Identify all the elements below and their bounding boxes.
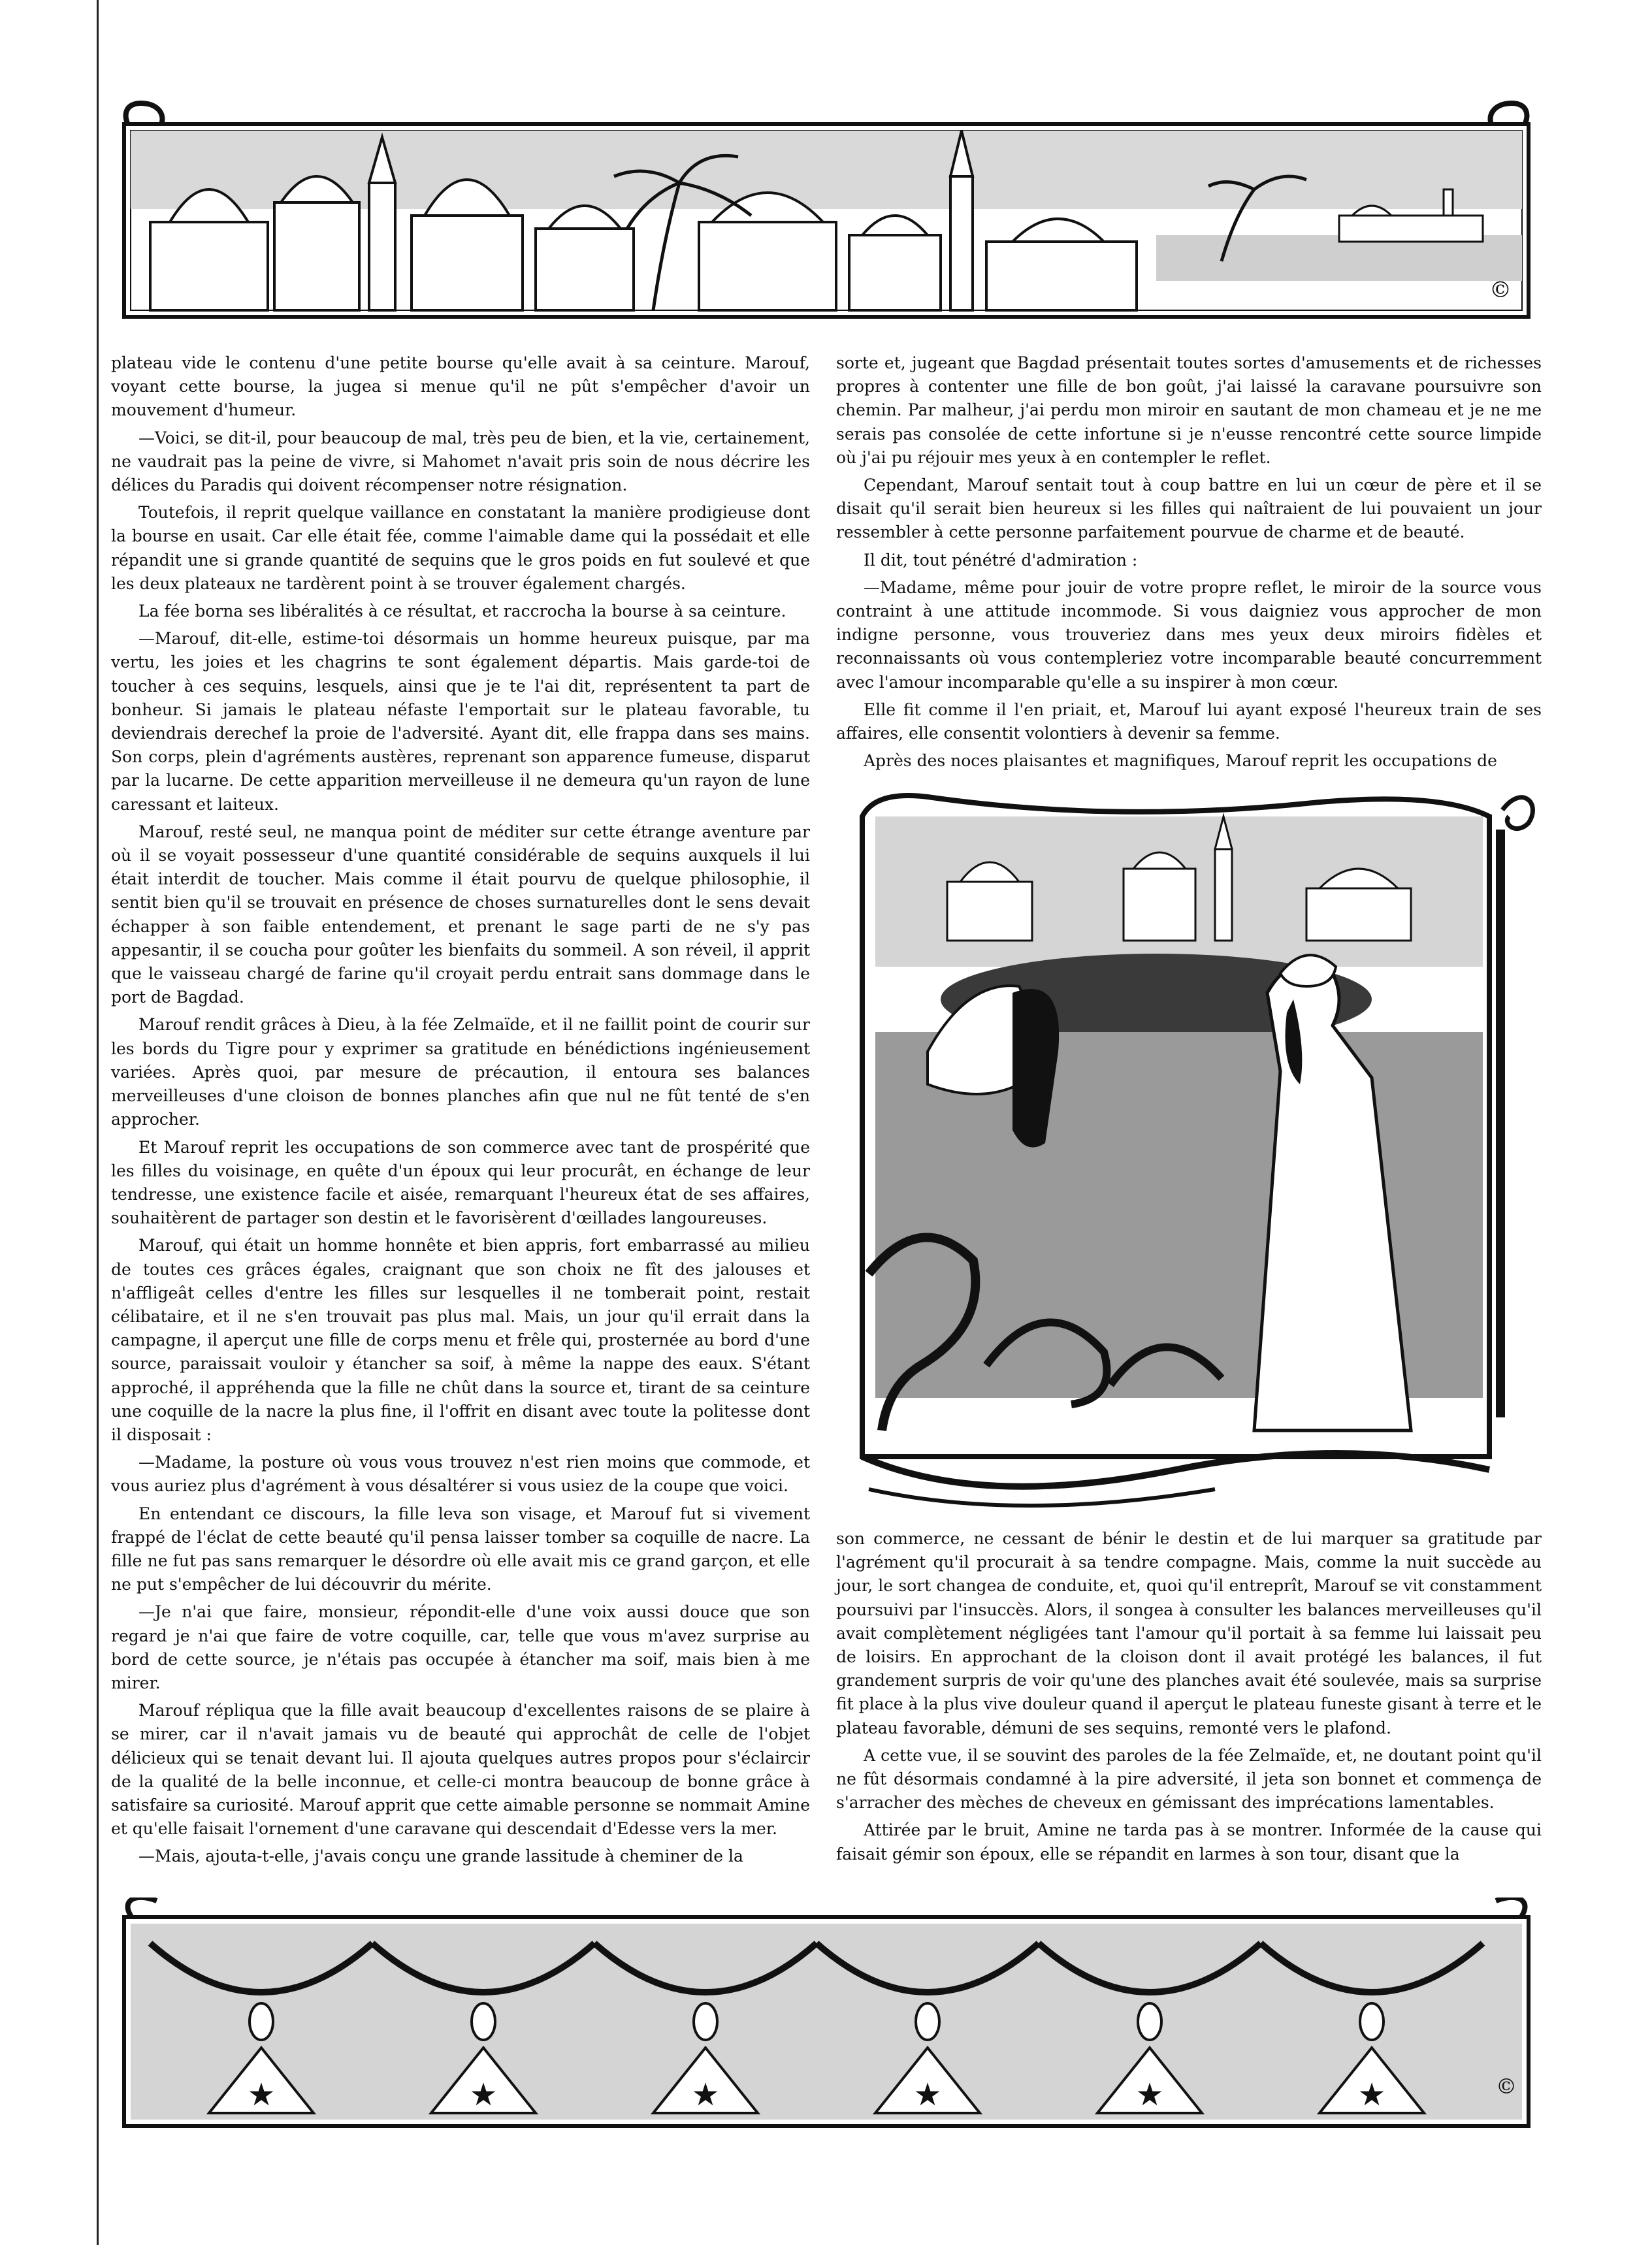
svg-text:★: ★ <box>247 2076 276 2113</box>
top-banner-illustration <box>111 98 1542 327</box>
paragraph: plateau vide le contenu d'une petite bourse qu'elle avait à sa ceinture. Marouf, voyant cette bourse, la jugea si menue qu'il ne pût s'empêcher d'avoir un mouvement d'humeur. <box>111 353 810 420</box>
paragraph: Toutefois, il reprit quelque vaillance en constatant la manière prodigieuse dont la bourse en usait. Car elle était fée, comme l'aimable dame qui la possédait et elle répandit une si grande quantité de sequins que le gros poids en fut soulevé et que les deux plateaux ne tardèrent point à se trouver également chargés. <box>111 503 810 593</box>
paragraph: Il dit, tout pénétré d'admiration : <box>864 550 1138 570</box>
paragraph: —Marouf, dit-elle, estime-toi désormais un homme heureux puisque, par ma vertu, les joies et les chagrins te sont également départis. Mais garde-toi de toucher à ces sequins, lesquels, ainsi que je te l'ai dit, représentent ta part de bonheur. Si jamais le plateau néfaste l'emportait sur le plateau favorable, tu deviendrais derechef la proie de l'adversité. Ayant dit, elle frappa dans ses mains. Son corps, plein d'agréments austères, reprenant son apparence fumeuse, disparut par la lucarne. De cette apparition merveilleuse il ne demeura qu'un rayon de lune caressant et laiteux. <box>111 629 810 814</box>
svg-text:★: ★ <box>1135 2076 1164 2113</box>
paragraph: La fée borna ses libéralités à ce résultat, et raccrocha la bourse à sa ceinture. <box>138 602 786 621</box>
paragraph: A cette vue, il se souvint des paroles de la fée Zelmaïde, et, ne doutant point qu'il ne fût désormais condamné à la pire adversité, il jeta son bonnet et commença de s'arracher des mèches de cheveux en gémissant des imprécations lamentables. <box>836 1745 1542 1813</box>
paragraph: sorte et, jugeant que Bagdad présentait toutes sortes d'amusements et de richesses propres à contenter une fille de bon goût, j'ai laissé la caravane poursuivre son chemin. Par malheur, j'ai perdu mon miroir en sautant de mon chameau et je ne me serais pas consolée de cette infortune si je n'eusse rencontré cette source limpide où j'ai pu réjouir mes yeux à en contempler le reflet. <box>836 353 1542 467</box>
svg-text:★: ★ <box>691 2076 720 2113</box>
bottom-banner-illustration <box>111 1898 1542 2139</box>
svg-text:★: ★ <box>469 2076 498 2113</box>
svg-text:★: ★ <box>1357 2076 1386 2113</box>
article-column-right-top <box>836 351 1542 776</box>
paragraph: En entendant ce discours, la fille leva son visage, et Marouf fut si vivement frappé de l'éclat de cette beauté qu'il pensa laisser tomber sa coquille de nacre. La fille ne fut pas sans remarquer le désordre où elle avait mis ce grand garçon, et elle ne put s'empêcher de lui découvrir du mérite. <box>111 1504 810 1594</box>
svg-text:★: ★ <box>913 2076 942 2113</box>
paragraph: —Je n'ai que faire, monsieur, répondit-elle d'une voix aussi douce que son regard je n'ai que faire de votre coquille, car, telle que vous m'avez surprise au bord de cette source, je n'étais pas occupée à étancher ma soif, mais bien à me mirer. <box>111 1602 810 1692</box>
paragraph: son commerce, ne cessant de bénir le destin et de lui marquer sa gratitude par l'agrément qu'il procurait à sa tendre compagne. Mais, comme la nuit succède au jour, le sort changea de conduite, et, quoi qu'il entreprît, Marouf se vit constamment poursuivi par l'insuccès. Alors, il songea à consulter les balances merveilleuses qu'il avait complètement négligées tant l'amour qu'il portait à sa femme lui laissait peu de loisirs. En approchant de la cloison dont il avait protégé les balances, il fut grandement surpris de voir qu'une des planches avait été soulevée, mais sa surprise fit place à la plus vive douleur quand il aperçut le plateau funeste gisant à terre et le plateau favorable, démuni de ses sequins, remonté vers le plafond. <box>836 1529 1542 1737</box>
margin-rule <box>97 0 99 2245</box>
paragraph: Cependant, Marouf sentait tout à coup battre en lui un cœur de père et il se disait qu'il serait bien heureux si les filles qui naîtraient de lui pouvaient un jour ressembler à cette personne parfaitement pourvue de charme et de beauté. <box>836 476 1542 542</box>
svg-text:©: © <box>1496 2074 1517 2099</box>
paragraph: Et Marouf reprit les occupations de son commerce avec tant de prospérité que les filles du voisinage, en quête d'un époux qui leur procurât, en échange de leur tendresse, une existence facile et aisée, remarquant l'heureux état de ses affaires, souhaitèrent de partager son destin et le favorisèrent d'œillades langoureuses. <box>111 1137 810 1228</box>
paragraph: Marouf répliqua que la fille avait beaucoup d'excellentes raisons de se plaire à se mirer, car il n'avait jamais vu de beauté qui approchât de celle de l'objet délicieux qui se tenait devant lui. Il ajouta quelques autres propos pour s'éclaircir de la qualité de la belle inconnue, et celle-ci montra beaucoup de bonne grâce à satisfaire sa curiosité. Marouf apprit que cette aimable personne se nommait Amine et qu'elle faisait l'ornement d'une caravane qui descendait d'Edesse vers la mer. <box>111 1701 810 1839</box>
paragraph: Après des noces plaisantes et magnifiques, Marouf reprit les occupations de <box>864 751 1497 771</box>
paragraph: Marouf rendit grâces à Dieu, à la fée Zelmaïde, et il ne faillit point de courir sur les bords du Tigre pour y exprimer sa gratitude en bénédictions ingénieusement variées. Après quoi, par mesure de précaution, il entoura ses balances merveilleuses d'une cloison de bonnes planches afin que nul ne fût tenté de s'en approcher. <box>111 1015 810 1129</box>
svg-text:©: © <box>1489 277 1512 303</box>
paragraph: —Madame, même pour jouir de votre propre reflet, le miroir de la source vous contraint à une attitude incommode. Si vous daigniez vous approcher de mon indigne personne, vous trouveriez dans mes yeux deux miroirs fidèles et reconnaissants où vous contempleriez votre incomparable beauté concurremment avec l'amour incomparable qu'elle a su inspirer à mon cœur. <box>836 577 1542 692</box>
paragraph: —Voici, se dit-il, pour beaucoup de mal, très peu de bien, et la vie, certainement, ne vaudrait pas la peine de vivre, si Mahomet n'avait pris soin de nous décrire les délices du Paradis qui doivent récompenser notre résignation. <box>111 428 810 495</box>
paragraph: Elle fit comme il l'en priait, et, Marouf lui ayant exposé l'heureux train de ses affaires, elle consentit volontiers à devenir sa femme. <box>836 700 1542 743</box>
paragraph: —Mais, ajouta-t-elle, j'avais conçu une grande lassitude à cheminer de la <box>138 1847 743 1866</box>
paragraph: —Madame, la posture où vous vous trouvez n'est rien moins que commode, et vous auriez plus d'agrément à vous désaltérer si vous usiez de la coupe que voici. <box>111 1453 810 1496</box>
article-column-right-bottom <box>836 1527 1542 1893</box>
paragraph: Marouf, qui était un homme honnête et bien appris, fort embarrassé au milieu de toutes ces grâces égales, craignant que son choix ne fît des jalouses et n'affligeât celles d'entre les filles sur lesquelles il ne tomberait point, restait célibataire, et il ne s'en trouvait pas plus mal. Mais, un jour qu'il errait dans la campagne, il aperçut une fille de corps menu et frêle qui, prosternée au bord d'une source, paraissait vouloir y étancher sa soif, à même la nappe des eaux. S'étant approché, il appréhenda que la fille ne chût dans la source et, tirant de sa ceinture une coquille de la nacre la plus fine, il l'offrit en disant avec toute la politesse dont il disposait : <box>111 1236 810 1444</box>
article-column-left <box>111 351 810 1893</box>
spring-scene-illustration <box>849 777 1555 1522</box>
paragraph: Marouf, resté seul, ne manqua point de méditer sur cette étrange aventure par où il se voyait possesseur d'une quantité considérable de sequins auxquels il lui était interdit de toucher. Mais comme il était pourvu de quelque philosophie, il sentit bien qu'il se trouvait en présence de choses surnaturelles dont le sens devait échapper à son faible entendement, et prenant le sage parti de ne s'y pas appesantir, il se coucha pour goûter les bienfaits du sommeil. A son réveil, il apprit que le vaisseau chargé de farine qu'il croyait perdu entrait sans dommage dans le port de Bagdad. <box>111 822 810 1007</box>
paragraph: Attirée par le bruit, Amine ne tarda pas à se montrer. Informée de la cause qui faisait gémir son époux, elle se répandit en larmes à son tour, disant que la <box>836 1820 1542 1864</box>
